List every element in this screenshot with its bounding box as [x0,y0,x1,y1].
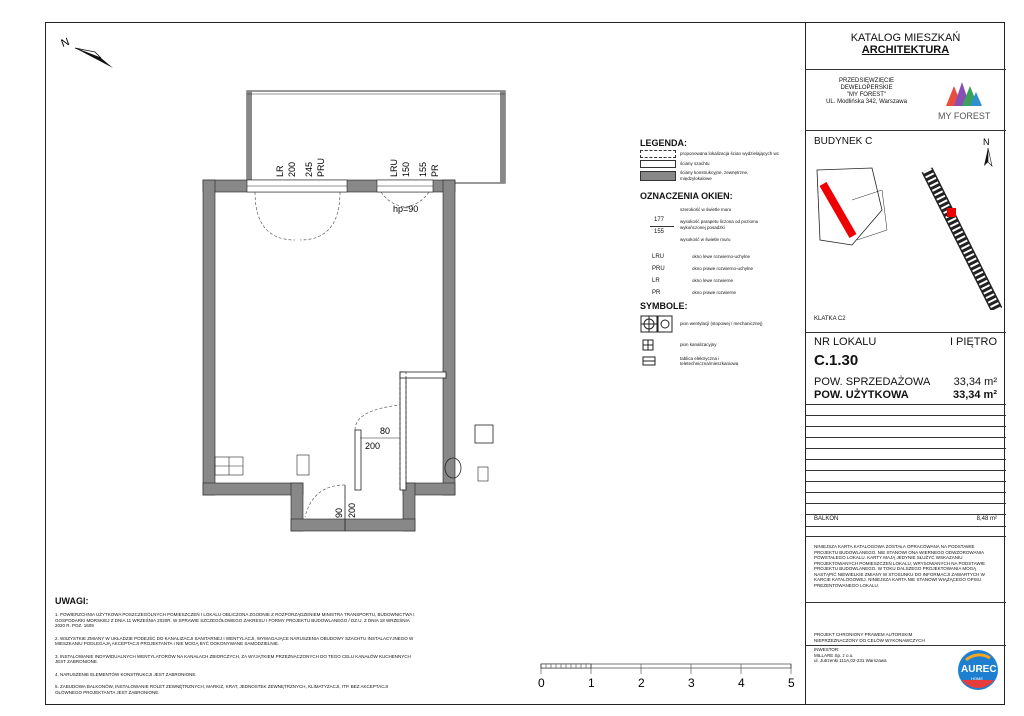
window-code-row: LR okno lewe rozwierne [652,277,734,284]
inner-door-height: 200 [365,441,381,451]
notes [55,596,415,695]
site-plan-map [812,150,1002,310]
title-block [805,22,1005,705]
symbol-sewer: pion kanalizacyjny [640,339,800,351]
catalog-subtitle: ARCHITEKTURA [861,44,950,56]
ventilation-icon [640,315,674,333]
note-3: 3. INSTALOWANIE INDYWIDUALNYCH WENTYLATORÓW NA KANAŁACH ZBIORCZYCH, ZA WYJĄTKIEM PRZEZNACZONYCH DO TEGO CELU KANAŁÓW KUCHENNYCH JEST ZABRONIONE. [55,653,411,664]
disclaimer: NINIEJSZA KARTA KATALOGOWA ZOSTAŁA OPRACOWANA NA PODSTAWIE PROJEKTU BUDOWLANEGO. NIE STANOWI ONA WIERNEGO ODWZOROWANIA POWSTAŁEGO LOKALU. KARTY MAJĄ JEDYNIE SŁUŻYĆ WSKAZANIU PROJEKTOWANYCH POMIESZCZEŃ LOKALU, WRYSOWANYCH NA PODSTAWIE PROJEKTU BUDOWLANEGO. W TOKU DALSZEGO PROJEKTOWANIA MOGĄ NASTĄPIĆ NIEWIELKIE ZMIANY W STOSUNKU DO INFORMACJI ZAWARTYCH W KARCIE KATALOGOWEJ. NINIEJSZA KARTA NIE STANOWI WIĄŻĄCEGO OPISU PREZENTOWANEGO LOKALU. [814,544,986,588]
legend-item-wc: proponowana lokalizacja ścian wydzielających wc [640,150,800,158]
window-code-row: PR okno prawe rozwierne [652,289,737,296]
note-5: 5. ZABUDOWA BALKONÓW, INSTALOWANIE ROLET ZEWNĘTRZNYCH, MARKIZ, KRAT, JEDNOSTEK ZEWNĘTRZNYCH, KLIMATYZACJI, ITP. BEZ AKCEPTACJI GŁÓWNEGO PROJEKTANTA JEST ZABRONIONE. [55,684,388,695]
sewer-pipe-icon [640,339,674,351]
window2-label-pr: PR [430,164,440,177]
copyright-note: PROJEKT CHRONIONY PRAWEM AUTORSKIM NIEPRZEZNACZONY DO CELÓW WYKONAWCZYCH [814,632,925,643]
legend-item-structural: ściany konstrukcyjne, zewnętrzne, międzylokalowe [640,170,800,181]
balcony-label: BALKON [814,516,839,522]
window1-label-200: 200 [287,161,297,177]
scale-tick-2: 2 [638,676,645,690]
window2-label-150: 150 [401,161,411,177]
stairwell-label: KLATKA C2 [814,316,846,322]
window-code-row: LRU okno lewe rozwierno-uchylne [652,253,751,260]
scale-tick-0: 0 [538,676,545,690]
window-dims-diagram: 177 155 szerokość w świetle muru wysokość parapetu liczona od poziomu wykończonej posadzki wysokość w świetle muru [640,207,800,247]
catalog-title: KATALOG MIESZKAŃ [850,32,961,44]
my-forest-logo [934,78,994,123]
sales-area-value: 33,34 m² [953,376,997,388]
legend-item-shaft: ściany szachtu [640,160,800,168]
developer-info: PRZEDSIĘWZIĘCIE DEWELOPERSKIE "MY FOREST" UL. Modlińska 342, Warszawa [826,78,907,105]
entry-door-width: 90 [334,507,344,518]
catalog-header [806,22,1005,56]
aurec-logo [954,648,1002,692]
investor-info: INWESTOR: MILLARE Sp. z o.o. ul. Jutrzenki 111A,02-231 Warszawa [814,647,887,663]
building-label: BUDYNEK C [814,136,873,147]
north-arrow-icon [55,30,115,75]
note-1: 1. POWIERZCHNIA UŻYTKOWA POSZCZEGÓLNYCH POMIESZCZEŃ I LOKALU OBLICZONA ZGODNIE Z ROZPORZĄDZENIEM MINISTRA TRANSPORTU, BUDOWNICTWA I GOSPODARKI MORSKIEJ Z DNIA 11 WRZEŚNIA 2020R. W SPRAWIE SZCZEGÓŁOWEGO ZAKRESU I FORMY PROJEKTU BUDOWLANEGO / DZ.U. Z DNIA 18 WRZEŚNIA 2020 R. POZ. 1609 [55,612,415,628]
symbols-title: SYMBOLE: [640,301,688,311]
scale-tick-3: 3 [688,676,695,690]
window1-label-245: 245 [304,161,314,177]
unit-number: C.1.30 [814,352,859,369]
electrical-panel-icon [640,355,674,367]
window2-label-lru: LRU [389,158,399,177]
svg-text:AUREC: AUREC [961,664,997,675]
note-4: 4. NARUSZENIE ELEMENTÓW KONSTRUKCJI JEST ZABRONIONE. [55,671,197,677]
window1-label-lr: LR [275,165,285,177]
window2-label-155: 155 [418,161,428,177]
inner-door-width: 80 [380,426,391,436]
sales-area-label: POW. SPRZEDAŻOWA [814,376,931,388]
window1-label-pru: PRU [316,157,326,177]
legend-title: LEGENDA: [640,138,687,148]
svg-text:MY FOREST: MY FOREST [938,111,991,121]
legend [640,138,800,367]
windows-title: OZNACZENIA OKIEN: [640,191,733,201]
note-2: 2. WSZYSTKIE ZMIANY W UKŁADZIE PODEJŚĆ DO KANALIZACJI SANITARNEJ I WENTYLACJI, WYMAGAJĄCE NARUSZENIA OBUDOWY SZACHTU INSTALACYJNEGO W MIESZKANIU PODLEGAJĄ AKCEPTACJI PROJEKTANTA I NIE MOGĄ BYĆ DOKONYWANE SAMODZIELNIE. [55,635,414,646]
symbol-ventilation: pion wentylacji (stopowej / mechanicznej) [640,315,800,333]
window-code-list [640,251,800,299]
window-code-row: PRU okno prawe rozwierno-uchylne [652,265,754,272]
svg-text:N: N [59,35,72,50]
scale-bar [535,660,800,692]
scale-tick-5: 5 [788,676,795,690]
entry-door-height: 200 [347,502,357,518]
symbol-electrical: tablica elektryczna i teletechniczna/mieszkaniowa [640,355,800,367]
balcony-value: 8,48 m² [976,516,997,522]
unit-label: NR LOKALU [814,336,877,348]
usable-area-label: POW. UŻYTKOWA [814,389,909,401]
usable-area-value: 33,34 m² [952,389,997,401]
floor-plan [195,85,525,545]
scale-tick-1: 1 [588,676,595,690]
floor-label: I PIĘTRO [949,336,997,348]
sill-height-label: hp=90 [393,204,419,214]
svg-text:N: N [983,137,990,147]
notes-title: UWAGI: [55,596,89,606]
scale-tick-4: 4 [738,676,745,690]
svg-text:HOME: HOME [971,676,983,681]
